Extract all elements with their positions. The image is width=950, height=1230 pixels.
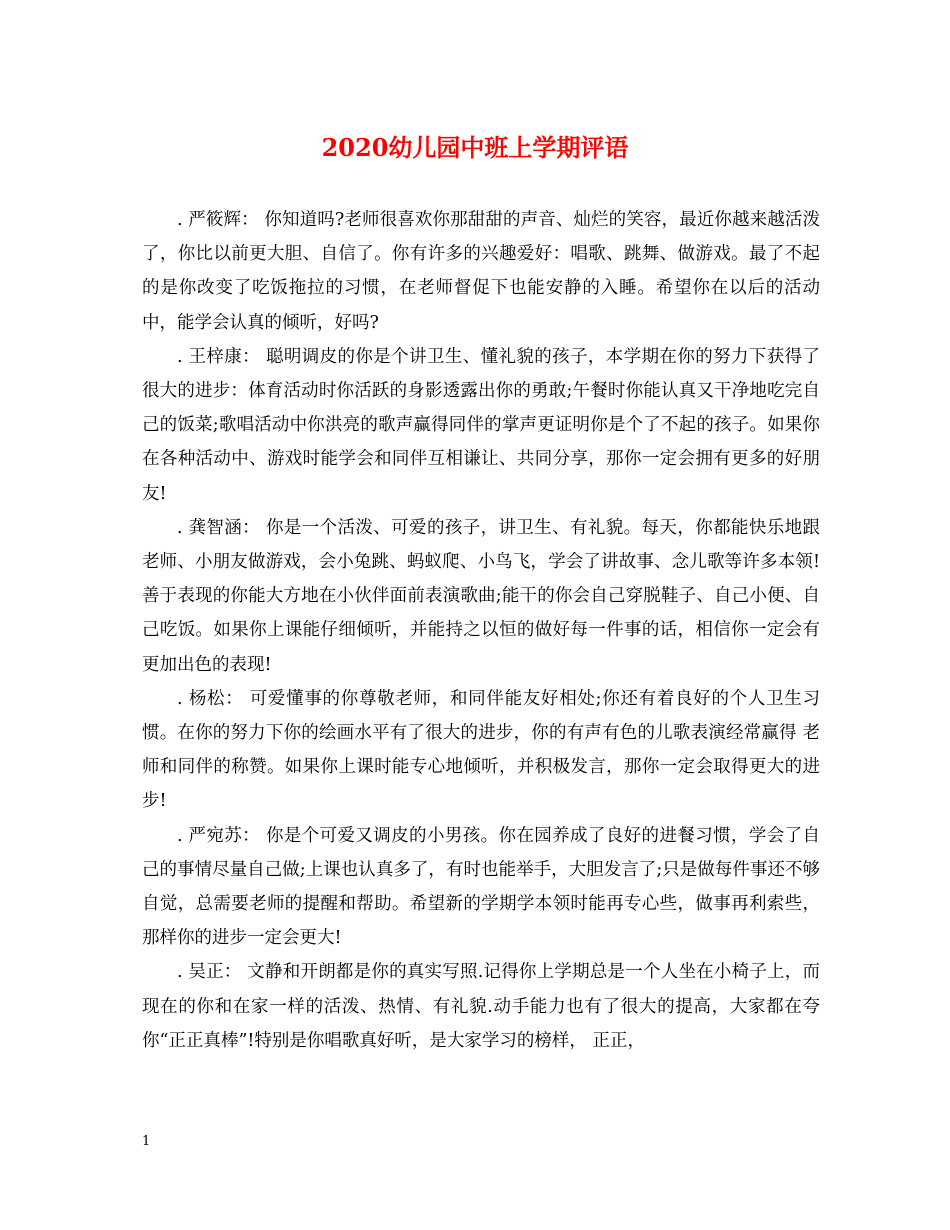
comment-paragraph-3: . 龚智涵： 你是一个活泼、可爱的孩子，讲卫生、有礼貌。每天，你都能快乐地跟 老师、小朋友做游戏，会小兔跳、蚂蚁爬、小鸟飞，学会了讲故事、念儿歌等许多本领!善于表现的你能大方地在小伙伴面前表演歌曲;能干的你会自己穿脱鞋子、自己小便、自己吃饭。如果你上课能仔细倾听，并能持之以恒的做好每一件事的话，相信你一定会有更加出色的表现! bbox=[142, 517, 820, 675]
page-title: 2020幼儿园中班上学期评语 bbox=[321, 133, 629, 162]
comment-paragraph-1: . 严筱辉： 你知道吗?老师很喜欢你那甜甜的声音、灿烂的笑容，最近你越来越活泼了，你比以前更大胆、自信了。你有许多的兴趣爱好：唱歌、跳舞、做游戏。最了不起的是你改变了吃饭拖拉的习惯，在老师督促下也能安静的入睡。希望你在以后的活动中，能学会认真的倾听，好吗? bbox=[142, 210, 820, 333]
comment-paragraph-5: . 严宛苏： 你是个可爱又调皮的小男孩。你在园养成了良好的进餐习惯，学会了自己的事情尽量自己做;上课也认真多了，有时也能举手，大胆发言了;只是做每件事还不够自觉，总需要老师的提醒和帮助。希望新的学期学本领时能再专心些，做事再利索些，那样你的进步一定会更大! bbox=[142, 825, 820, 949]
comment-paragraph-4: . 杨松： 可爱懂事的你尊敬老师，和同伴能友好相处;你还有着良好的个人卫生习惯。在你的努力下你的绘画水平有了很大的进步，你的有声有色的儿歌表演经常赢得 老师和同伴的称赞。如果你上课时能专心地倾听，并积极发言，那你一定会取得更大的进步! bbox=[142, 688, 820, 812]
comment-paragraph-6: . 吴正： 文静和开朗都是你的真实写照.记得你上学期总是一个人坐在小椅子上，而现在的你和在家一样的活泼、热情、有礼貌.动手能力也有了很大的提高，大家都在夸你“正正真棒”!特别是你唱歌真好听，是大家学习的榜样， 正正， bbox=[142, 962, 820, 1051]
body-text bbox=[142, 203, 820, 1058]
comment-paragraph-2: . 王梓康： 聪明调皮的你是个讲卫生、懂礼貌的孩子，本学期在你的努力下获得了很大的进步：体育活动时你活跃的身影透露出你的勇敢;午餐时你能认真又干净地吃完自己的饭菜;歌唱活动中你洪亮的歌声赢得同伴的掌声更证明你是个了不起的孩子。如果你在各种活动中、游戏时能学会和同伴互相谦让、共同分享，那你一定会拥有更多的好朋友! bbox=[142, 346, 820, 504]
page-number: 1 bbox=[142, 1134, 151, 1149]
